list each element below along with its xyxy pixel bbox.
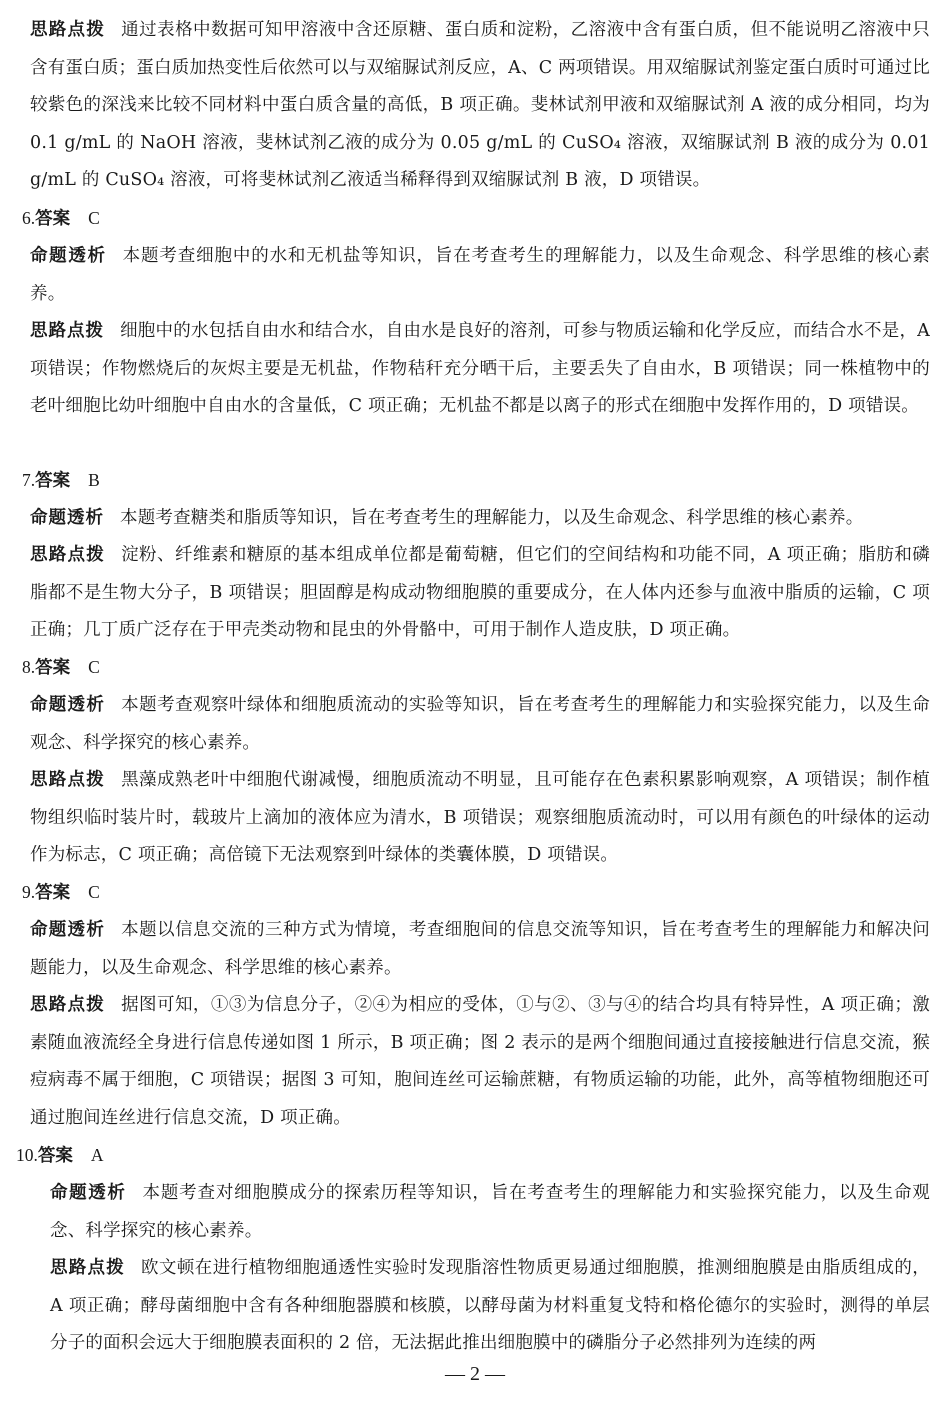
- q10-number: 10.: [16, 1145, 38, 1165]
- q5-hint-paragraph: [30, 12, 930, 200]
- hint-label: 思路点拨: [30, 321, 105, 341]
- answer-label: 答案: [37, 1146, 73, 1166]
- q8-hint-paragraph: [30, 762, 930, 875]
- q9-answer: C: [88, 882, 100, 902]
- q8-purpose-text: 本题考查观察叶绿体和细胞质流动的实验等知识，旨在考查考生的理解能力和实验探究能力，以及生命观念、科学探究的核心素养。: [30, 695, 930, 753]
- q10-hint-text: 欧文顿在进行植物细胞通透性实验时发现脂溶性物质更易通过细胞膜，推测细胞膜是由脂质组成的，A 项正确；酵母菌细胞中含有各种细胞器膜和核膜，以酵母菌为材料重复戈特和格伦德尔的实验时，测得的单层分子的面积会远大于细胞膜表面积的 2 倍，无法据此推出细胞膜中的磷脂分子必然排列为连续的两: [50, 1258, 930, 1353]
- hint-label: 思路点拨: [50, 1258, 125, 1278]
- answer-label: 答案: [35, 471, 71, 491]
- q9-purpose-text: 本题以信息交流的三种方式为情境，考查细胞间的信息交流等知识，旨在考查考生的理解能力和解决问题能力，以及生命观念、科学思维的核心素养。: [30, 920, 930, 978]
- q10-hint-paragraph: [50, 1250, 930, 1363]
- q6-answer-line: [22, 204, 100, 233]
- q10-answer: A: [90, 1145, 104, 1165]
- purpose-label: 命题透析: [30, 920, 106, 940]
- q8-answer-line: [22, 653, 100, 682]
- answer-label: 答案: [35, 209, 71, 229]
- q9-number: 9.: [22, 882, 36, 902]
- page-number: — 2 —: [445, 1363, 505, 1385]
- q7-hint-text: 淀粉、纤维素和糖原的基本组成单位都是葡萄糖，但它们的空间结构和功能不同，A 项正确；脂肪和磷脂都不是生物大分子，B 项错误；胆固醇是构成动物细胞膜的重要成分，在人体内还参与血液中脂质的运输，C 项正确；几丁质广泛存在于甲壳类动物和昆虫的外骨骼中，可用于制作人造皮肤，D 项正确。: [30, 545, 931, 640]
- purpose-label: 命题透析: [50, 1183, 127, 1203]
- q10-purpose-text: 本题考查对细胞膜成分的探索历程等知识，旨在考查考生的理解能力和实验探究能力，以及生命观念、科学探究的核心素养。: [50, 1183, 930, 1241]
- q6-answer: C: [88, 208, 100, 228]
- hint-label: 思路点拨: [30, 770, 106, 790]
- q6-purpose-text: 本题考查细胞中的水和无机盐等知识，旨在考查考生的理解能力，以及生命观念、科学思维的核心素养。: [30, 246, 931, 304]
- q6-hint-paragraph: [30, 313, 930, 426]
- q6-hint-text: 细胞中的水包括自由水和结合水，自由水是良好的溶剂，可参与物质运输和化学反应，而结合水不是，A 项错误；作物燃烧后的灰烬主要是无机盐，作物秸秆充分晒干后，主要丢失了自由水，B 项错误；同一株植物中的老叶细胞比幼叶细胞中自由水的含量低，C 项正确；无机盐不都是以离子的形式在细胞中发挥作用的，D 项错误。: [30, 321, 930, 416]
- purpose-label: 命题透析: [30, 695, 106, 715]
- q7-purpose-paragraph: [30, 500, 930, 538]
- answer-label: 答案: [35, 883, 71, 903]
- q5-hint-text: 通过表格中数据可知甲溶液中含还原糖、蛋白质和淀粉，乙溶液中含有蛋白质，但不能说明乙溶液中只含有蛋白质；蛋白质加热变性后依然可以与双缩脲试剂反应，A、C 两项错误。用双缩脲试剂鉴定蛋白质时可通过比较紫色的深浅来比较不同材料中蛋白质含量的高低，B 项正确。斐林试剂甲液和双缩脲试剂 A 液的成分相同，均为 0.1 g/mL 的 NaOH 溶液，斐林试剂乙液的成分为 0.05 g/mL 的 CuSO₄ 溶液，双缩脲试剂 B 液的成分为 0.01 g/mL 的 CuSO₄ 溶液，可将斐林试剂乙液适当稀释得到双缩脲试剂 B 液，D 项错误。: [30, 20, 930, 190]
- q7-hint-paragraph: [30, 537, 930, 650]
- q10-answer-line: [16, 1141, 104, 1170]
- q7-answer: B: [88, 470, 100, 490]
- q8-purpose-paragraph: [30, 687, 930, 762]
- q10-purpose-paragraph: [50, 1175, 930, 1250]
- q8-hint-text: 黑藻成熟老叶中细胞代谢减慢，细胞质流动不明显，且可能存在色素积累影响观察，A 项错误；制作植物组织临时装片时，载玻片上滴加的液体应为清水，B 项错误；观察细胞质流动时，可以用有颜色的叶绿体的运动作为标志，C 项正确；高倍镜下无法观察到叶绿体的类囊体膜，D 项错误。: [30, 770, 931, 865]
- purpose-label: 命题透析: [30, 246, 107, 266]
- q7-purpose-text: 本题考查糖类和脂质等知识，旨在考查考生的理解能力，以及生命观念、科学思维的核心素养。: [120, 508, 864, 528]
- q9-purpose-paragraph: [30, 912, 930, 987]
- hint-label: 思路点拨: [30, 995, 106, 1015]
- hint-label: 思路点拨: [30, 20, 106, 40]
- q8-number: 8.: [22, 657, 36, 677]
- q7-number: 7.: [22, 470, 36, 490]
- q6-number: 6.: [22, 208, 36, 228]
- q9-answer-line: [22, 878, 100, 907]
- q8-answer: C: [88, 657, 100, 677]
- q7-answer-line: [22, 466, 100, 495]
- answer-label: 答案: [35, 658, 71, 678]
- q6-purpose-paragraph: [30, 238, 930, 313]
- q9-hint-text: 据图可知，①③为信息分子，②④为相应的受体，①与②、③与④的结合均具有特异性，A 项正确；激素随血液流经全身进行信息传递如图 1 所示，B 项正确；图 2 表示的是两个细胞间通过直接接触进行信息交流，猴痘病毒不属于细胞，C 项错误；据图 3 可知，胞间连丝可运输蔗糖，有物质运输的功能，此外，高等植物细胞还可通过胞间连丝进行信息交流，D 项正确。: [30, 995, 931, 1128]
- purpose-label: 命题透析: [30, 508, 104, 528]
- hint-label: 思路点拨: [30, 545, 106, 565]
- q9-hint-paragraph: [30, 987, 930, 1137]
